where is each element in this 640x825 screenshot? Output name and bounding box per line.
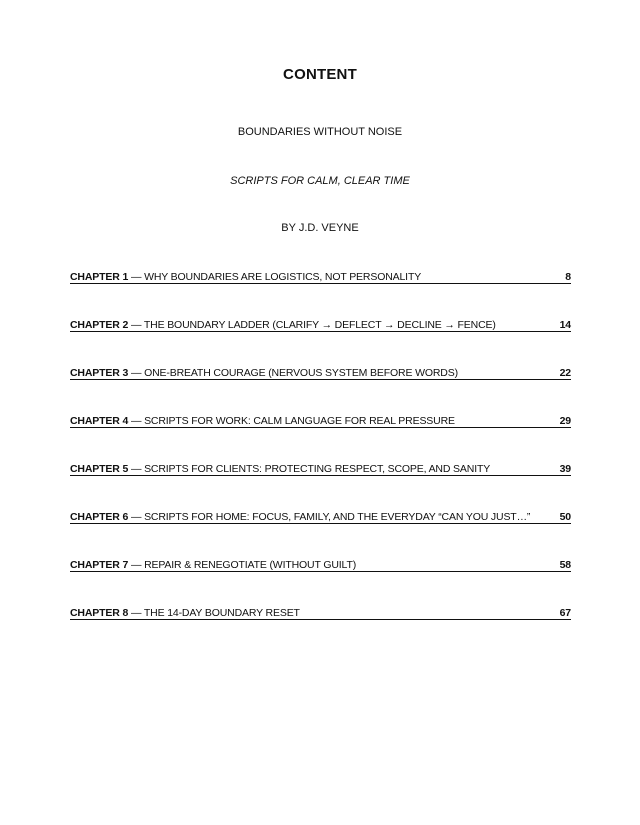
chapter-page-number: 58 bbox=[559, 559, 571, 571]
chapter-separator: — bbox=[128, 367, 145, 379]
toc-entry-1[interactable] bbox=[70, 270, 571, 318]
chapter-page-number: 14 bbox=[559, 319, 571, 331]
book-subtitle: SCRIPTS FOR CALM, CLEAR TIME bbox=[230, 175, 410, 187]
book-author: BY J.D. VEYNE bbox=[281, 222, 359, 234]
chapter-title: ONE-BREATH COURAGE (NERVOUS SYSTEM BEFORE WORDS) bbox=[144, 367, 458, 379]
chapter-page-number: 22 bbox=[559, 367, 571, 379]
chapter-title: SCRIPTS FOR WORK: CALM LANGUAGE FOR REAL PRESSURE bbox=[144, 415, 455, 427]
page-title: CONTENT bbox=[283, 66, 357, 83]
chapter-separator: — bbox=[128, 415, 145, 427]
chapter-label: CHAPTER 6 bbox=[70, 511, 129, 523]
chapter-page-number: 50 bbox=[559, 511, 571, 523]
toc-entry-text bbox=[70, 414, 541, 428]
toc-entry-3[interactable] bbox=[70, 366, 571, 414]
toc-entry-4[interactable] bbox=[70, 414, 571, 462]
toc-entry-text bbox=[70, 462, 541, 476]
chapter-label: CHAPTER 3 bbox=[70, 367, 129, 379]
toc-entry-6[interactable] bbox=[70, 510, 571, 558]
chapter-label: CHAPTER 8 bbox=[70, 607, 129, 619]
chapter-separator: — bbox=[128, 511, 145, 523]
table-of-contents bbox=[70, 270, 571, 654]
chapter-title: THE BOUNDARY LADDER (CLARIFY → DEFLECT → DECLINE → FENCE) bbox=[143, 319, 496, 331]
chapter-page-number: 67 bbox=[559, 607, 571, 619]
chapter-title: REPAIR & RENEGOTIATE (WITHOUT GUILT) bbox=[144, 559, 357, 571]
toc-entry-text bbox=[70, 366, 541, 380]
chapter-page-number: 8 bbox=[565, 271, 571, 283]
chapter-separator: — bbox=[128, 271, 145, 283]
chapter-title: SCRIPTS FOR CLIENTS: PROTECTING RESPECT, SCOPE, AND SANITY bbox=[144, 463, 491, 475]
chapter-label: CHAPTER 7 bbox=[70, 559, 129, 571]
chapter-label: CHAPTER 4 bbox=[70, 415, 129, 427]
chapter-page-number: 29 bbox=[559, 415, 571, 427]
chapter-page-number: 39 bbox=[559, 463, 571, 475]
chapter-separator: — bbox=[128, 319, 144, 331]
toc-entry-text bbox=[70, 318, 541, 332]
toc-entry-5[interactable] bbox=[70, 462, 571, 510]
toc-entry-text bbox=[70, 558, 541, 572]
chapter-separator: — bbox=[128, 463, 145, 475]
toc-entry-text bbox=[70, 606, 541, 620]
chapter-separator: — bbox=[128, 559, 145, 571]
chapter-label: CHAPTER 5 bbox=[70, 463, 129, 475]
chapter-title: WHY BOUNDARIES ARE LOGISTICS, NOT PERSONALITY bbox=[144, 271, 422, 283]
toc-entry-text bbox=[70, 270, 541, 284]
toc-entry-text bbox=[70, 510, 541, 524]
chapter-separator: — bbox=[128, 607, 144, 619]
chapter-label: CHAPTER 1 bbox=[70, 271, 129, 283]
book-title: BOUNDARIES WITHOUT NOISE bbox=[237, 126, 403, 138]
chapter-title: THE 14-DAY BOUNDARY RESET bbox=[143, 607, 300, 619]
toc-entry-7[interactable] bbox=[70, 558, 571, 606]
chapter-title: SCRIPTS FOR HOME: FOCUS, FAMILY, AND THE EVERYDAY “CAN YOU JUST…” bbox=[144, 511, 531, 523]
toc-entry-2[interactable] bbox=[70, 318, 571, 366]
chapter-label: CHAPTER 2 bbox=[70, 319, 129, 331]
toc-entry-8[interactable] bbox=[70, 606, 571, 654]
